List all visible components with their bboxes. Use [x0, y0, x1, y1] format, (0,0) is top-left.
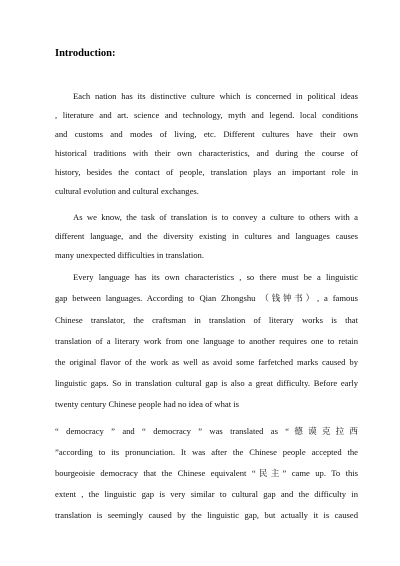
paragraph-1-line-6: cultural evolution and cultural exchanges.	[55, 186, 199, 196]
paragraph-2-line-2: different language, and the diversity existing in cultures and languages causes	[55, 231, 358, 241]
paragraph-3-line-7: twenty century Chinese people had no idea of what is	[55, 399, 239, 409]
paragraph-3-line-6: linguistic gaps. So in translation cultural gap is also a great difficulty. Before early	[55, 378, 358, 388]
paragraph-1-line-1: Each nation has its distinctive culture which is concerned in political ideas	[73, 91, 358, 101]
paragraph-3-line-11: extent , the linguistic gap is very similar to cultural gap and the difficulty in	[55, 489, 358, 499]
paragraph-3-line-3: Chinese translator, the craftsman in translation of literary works is that	[55, 315, 358, 325]
paragraph-1-line-2: , literature and art. science and technology, myth and legend. local conditions	[55, 110, 358, 120]
paragraph-3-line-2: gap between languages. According to Qian Zhongshu （钱钟书）, a famous	[55, 293, 358, 303]
paragraph-3-line-9: ”according to its pronunciation. It was after the Chinese people accepted the	[55, 447, 358, 457]
paragraph-1-line-3: and customs and modes of living, etc. Different cultures have their own	[55, 129, 358, 139]
paragraph-3-line-8: “ democracy ” and “ democracy ” was translated as “德谟克拉西	[55, 426, 358, 436]
paragraph-1-line-5: history, besides the contact of people, translation plays an important role in	[55, 167, 358, 177]
paragraph-3-line-1: Every language has its own characteristics , so there must be a linguistic	[73, 272, 358, 282]
paragraph-3-line-12: translation is seemingly caused by the linguistic gap, but actually it is caused	[55, 510, 358, 520]
paragraph-3-line-10: bourgeoisie democracy that the Chinese equivalent “民主” came up. To this	[55, 468, 358, 478]
paragraph-3-line-5: the original flavor of the work as well as avoid some farfetched marks caused by	[55, 357, 358, 367]
paragraph-1-line-4: historical traditions with their own characteristics, and during the course of	[55, 148, 358, 158]
section-heading: Introduction:	[55, 48, 116, 59]
paragraph-2-line-1: As we know, the task of translation is to convey a culture to others with a	[73, 212, 358, 222]
paragraph-2-line-3: many unexpected difficulties in translation.	[55, 250, 204, 260]
paragraph-3-line-4: translation of a literary work from one language to another requires one to retain	[55, 336, 358, 346]
